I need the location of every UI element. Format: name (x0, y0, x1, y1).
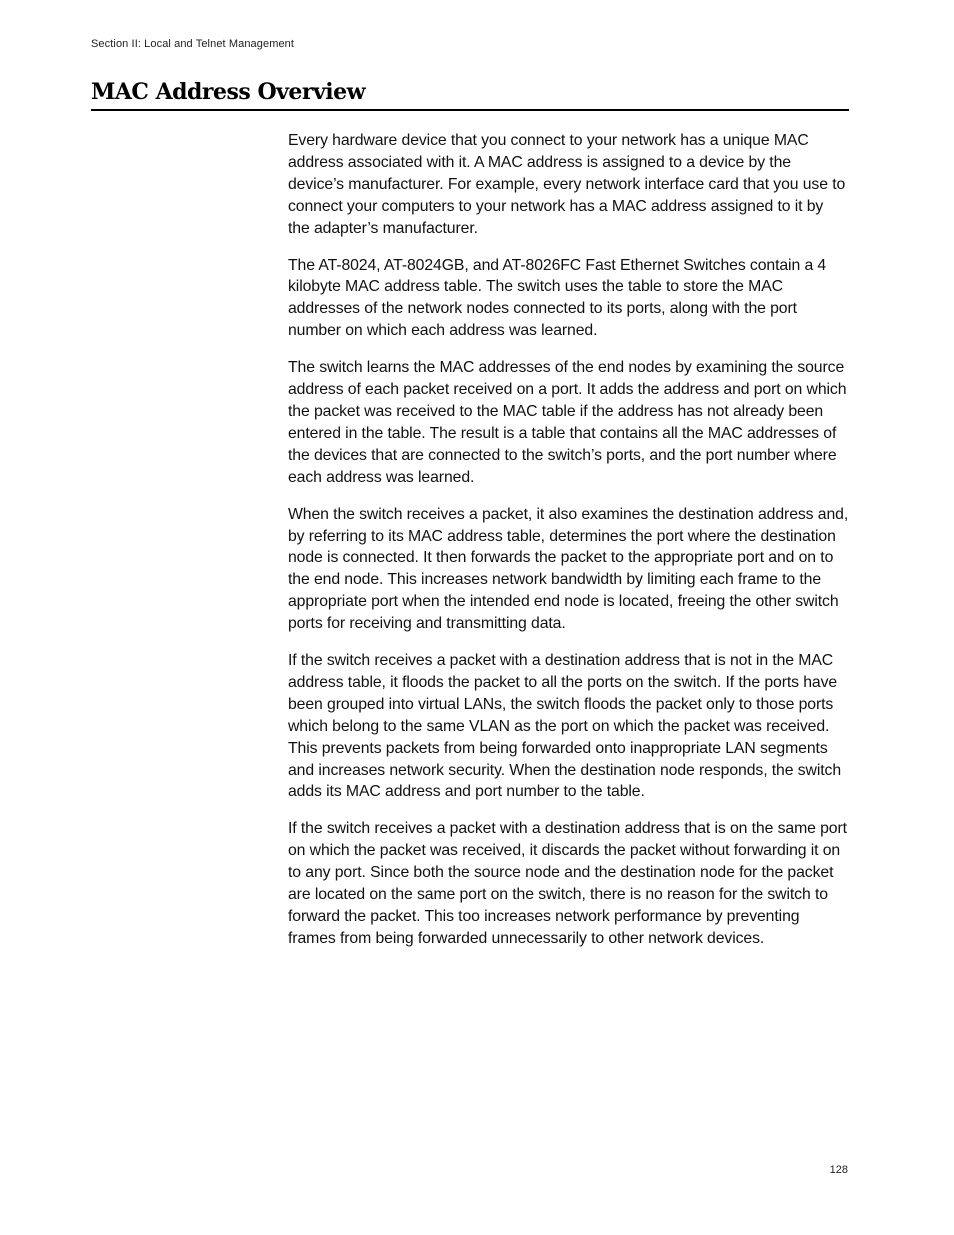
running-header: Section II: Local and Telnet Management (91, 38, 295, 50)
paragraph-discarding: If the switch receives a packet with a destination address that is on the same port on which the packet was received, it discards the packet without forwarding it on to any port. Since both the source node and the destination node for the packet are located on the same port on the switch, there is no reason for the switch to forward the packet. This too increases network performance by preventing frames from being forwarded unnecessarily to other network devices. (288, 820, 847, 947)
paragraph-mac-address-intro: Every hardware device that you connect to your network has a unique MAC address associated with it. A MAC address is assigned to a device by the device’s manufacturer. For example, every network interface card that you use to connect your computers to your network has a MAC address assigned to it by the adapter’s manufacturer. (288, 132, 846, 237)
section-title: MAC Address Overview (91, 79, 366, 105)
title-rule (91, 109, 849, 111)
page-number: 128 (829, 1164, 848, 1176)
paragraph-address-table: The AT-8024, AT-8024GB, and AT-8026FC Fast Ethernet Switches contain a 4 kilobyte MAC address table. The switch uses the table to store the MAC addresses of the network nodes connected to its ports, along with the port number on which each address was learned. (288, 256, 827, 340)
paragraph-address-learning: The switch learns the MAC addresses of the end nodes by examining the source address of each packet received on a port. It adds the address and port on which the packet was received to the MAC table if the address has not already been entered in the table. The result is a table that contains all the MAC addresses of the devices that are connected to the switch’s ports, and the port number where each address was learned. (288, 359, 847, 486)
paragraph-flooding: If the switch receives a packet with a destination address that is not in the MAC address table, it floods the packet to all the ports on the switch. If the ports have been grouped into virtual LANs, the switch floods the packet only to those ports which belong to the same VLAN as the port on which the packet was received. This prevents packets from being forwarded onto inappropriate LAN segments and increases network security. When the destination node responds, the switch adds its MAC address and port number to the table. (288, 652, 842, 801)
body-text (288, 130, 849, 965)
paragraph-packet-forwarding: When the switch receives a packet, it also examines the destination address and, by referring to its MAC address table, determines the port where the destination node is connected. It then forwards the packet to the appropriate port and on to the end node. This increases network bandwidth by limiting each frame to the appropriate port when the intended end node is located, freeing the other switch ports for receiving and transmitting data. (288, 505, 849, 633)
